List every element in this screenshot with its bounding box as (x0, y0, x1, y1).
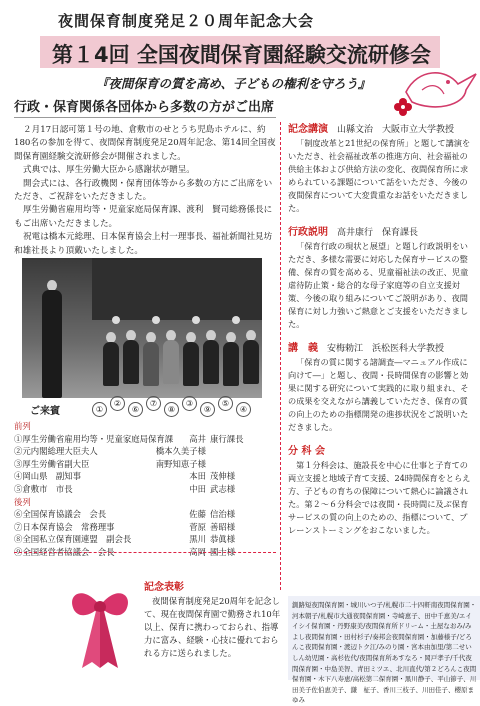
column-divider (280, 122, 281, 590)
guest-row (14, 458, 276, 471)
speaker-name: 山縣文治 (337, 125, 374, 135)
section-label: 分 科 会 (288, 446, 325, 457)
guest-org: ⑥全国保育協議会 会長 (14, 509, 107, 520)
guest-section-label: 後列 (14, 496, 31, 507)
program-column (288, 120, 474, 545)
section-label: 記念講演 (288, 124, 328, 135)
section-heading (288, 223, 474, 238)
photo-key-number: ② (110, 396, 125, 411)
page-subtitle: 『夜間保育の質を高め、子どもの権利を守ろう』 (96, 76, 371, 91)
guest-row (14, 433, 276, 446)
guest-row (14, 445, 276, 458)
photo-key (88, 396, 268, 418)
guest-list (14, 420, 276, 559)
speaker-affiliation: 大阪市立大学教授 (382, 125, 455, 135)
page-title: 第１4回 全国夜間保育園経験交流研修会 (52, 43, 431, 67)
ceremony-photo (22, 258, 262, 398)
section-heading (288, 442, 474, 457)
section-label: 講 義 (288, 343, 318, 354)
speaker-name: 安梅勅江 (327, 344, 364, 354)
section-divider (14, 552, 276, 553)
guest-position: 武志様 (210, 483, 236, 494)
photo-key-number: ⑨ (200, 402, 215, 417)
guest-org: ③厚生労働省副大臣 (14, 458, 90, 469)
guest-row (14, 483, 276, 496)
guest-position: 國士様 (210, 546, 236, 557)
guest-person: 高岡 (189, 546, 206, 557)
sponsor-list: 釧路短夜間保育園・城川いつ子/札幌市二十四軒南夜間保育園・河本朝子/札幌市大通夜間保育園・寺崎恵子、田中千恵美/エイイシイ保育園・丹野康美/夜間保育所ドリーム・土屋なおみ/みよし夜間保育園・田村杉子/奏邦会夜間保育園・加藤様子/どろんこ夜間保育園・渡辺トク江/みのり園・宮本由加里/第二せいしん幼児園・高杉佐代/夜間保育所あすなろ・岡戸孝子/千代夜間保育園・中島美智、青田ミツエ、北川直代/第２どろんこ夜間保育園・木下八寿恵/高松第二保育園・黒川静子、平山節子、川田美子佐伯恵美子、鎌 柾子、香川三枝子、川田佳子、櫻原まゆみ (292, 601, 477, 705)
lead-paragraph: 厚生労働省雇用均等・児童家庭局保育課、渡利 賢司総務係長にもご出席いただきました。 (14, 205, 273, 229)
section-heading (288, 339, 474, 354)
guest-org: ⑧全国私立保育園連盟 副会長 (14, 534, 132, 545)
guest-person: 高井 (189, 433, 206, 444)
guest-person: 中田 (189, 483, 206, 494)
photo-key-number: ③ (182, 396, 197, 411)
guest-org: ①厚生労働省雇用均等・児童家庭局保育課 (14, 433, 174, 444)
flower-icon (392, 96, 414, 118)
photo-key-number: ⑧ (164, 402, 179, 417)
event-supertitle: 夜間保育制度発足２０周年記念大会 (58, 12, 315, 30)
award-text: 夜間保育制度発足20周年を記念して、現在夜間保育園で勤務され10年以上、保育に携わっておられ、指導力に富み、経験・心技に優れておられる方に送られました。 (144, 596, 281, 658)
guest-row (14, 508, 276, 521)
guest-person: 佐藤 (189, 509, 206, 520)
lead-paragraph: 祝電は橋本元総理、日本保育協会上村一理事長、福祉新聞社見坊和雄社長より頂戴いたしました。 (14, 232, 273, 256)
guest-org: ⑤倉敷市 市長 (14, 483, 73, 494)
section-text: 第１分科会は、施設長を中心に仕事と子育ての両立支援と地域子育て支援、24時間保育をとらえ方、子どもの育ちの保障について熱心に論議された。第２～６分科会では夜間・長時間に及ぶ保育サービスの質の向上のための、指標について、プレーンストーミングをおこないました。 (288, 460, 471, 535)
photo-key-number: ⑥ (128, 402, 143, 417)
lead-paragraph: 開会式には、各行政機関・保育団体等から多数の方にご出席をいただき、ご祝辞をいただきました。 (14, 178, 273, 203)
guest-position: 恭眞様 (210, 534, 236, 545)
guest-person: 黒川 (189, 534, 206, 545)
guests-label: ご来賓 (30, 406, 60, 417)
section-text: 「保育の質に関する諸調査―マニュアル作成に向けて―」と題し、夜間・長時間保育の影響と効果に関する研究について実践的に取り組まれ、その成果を交えながら講義していただき、保育の質の向上のための指標開発の進捗状況をご説明いただきました。 (288, 357, 469, 432)
guest-position: 善昭様 (210, 521, 236, 532)
speaker-affiliation: 浜松医科大学教授 (372, 344, 445, 354)
guest-position: 茂伸様 (210, 471, 236, 482)
award-section (144, 578, 282, 660)
speaker-affiliation: 保育課長 (382, 228, 419, 238)
guest-row (14, 470, 276, 483)
photo-key-number: ⑤ (218, 396, 233, 411)
photo-key-number: ④ (236, 402, 251, 417)
guest-section-label: 前列 (14, 421, 31, 431)
speaker-name: 高井康行 (337, 228, 374, 238)
guest-person: 本田 (189, 471, 206, 482)
guest-position: 信治様 (210, 509, 236, 520)
lead-paragraph: 式典では、厚生労働大臣から感謝状が贈呈。 (23, 165, 195, 176)
guest-row (14, 533, 276, 546)
lead-heading: 行政・保育関係各団体から多数の方がご出席 (14, 96, 276, 118)
guest-person: 菅原 (189, 521, 206, 532)
section-label: 行政説明 (288, 227, 328, 238)
guest-person: 橋本久美子様 (155, 446, 206, 457)
guest-person: 南野知恵子様 (155, 458, 206, 469)
guest-position (206, 458, 266, 471)
section-text: 「保育行政の現状と展望」と題し行政説明をいただき、多様な需要に対応した保育サービスの整備、保育の質を高める、児童福祉法の改正、児童虐待防止策・総合的な母子家庭等の自立支援対策、今後の取り組みについてご説明があり、夜間保育に対し力強いご熱意とご支援をいただきました。 (288, 241, 469, 329)
section-heading (288, 120, 474, 135)
guest-org: ⑨全国経営者協議会 会長 (14, 546, 115, 557)
guest-position: 康行課長 (210, 433, 244, 444)
lead-article (14, 96, 276, 258)
guest-org: ②元内閣総理大臣夫人 (14, 446, 98, 457)
ribbon-bow-icon (60, 576, 140, 672)
photo-key-number: ⑦ (146, 396, 161, 411)
lead-paragraph: ２月17日認可第１号の地、倉敷市のせとうち児島ホテルに、約180名の参加を得て、夜間保育制度発足20周年記念、第14回全国夜間保育園経験交流研修会が開催されました。 (14, 125, 276, 162)
photo-key-number: ① (92, 402, 107, 417)
section-text: 「制度改革と21世紀の保育所」と題して講演をいただき、社会福祉改革の推進方向、社会福祉の供給主体および供給方法の変化、夜間保育所に求められている課題について話をいただき、今後の夜間保育について大変貴重なお話をいただきました。 (288, 138, 471, 213)
award-heading: 記念表彰 (144, 582, 184, 593)
guest-row (14, 521, 276, 534)
guest-org: ⑦日本保育協会 常務理事 (14, 521, 115, 532)
guest-org: ④岡山県 副知事 (14, 471, 81, 482)
guest-position (206, 445, 266, 458)
